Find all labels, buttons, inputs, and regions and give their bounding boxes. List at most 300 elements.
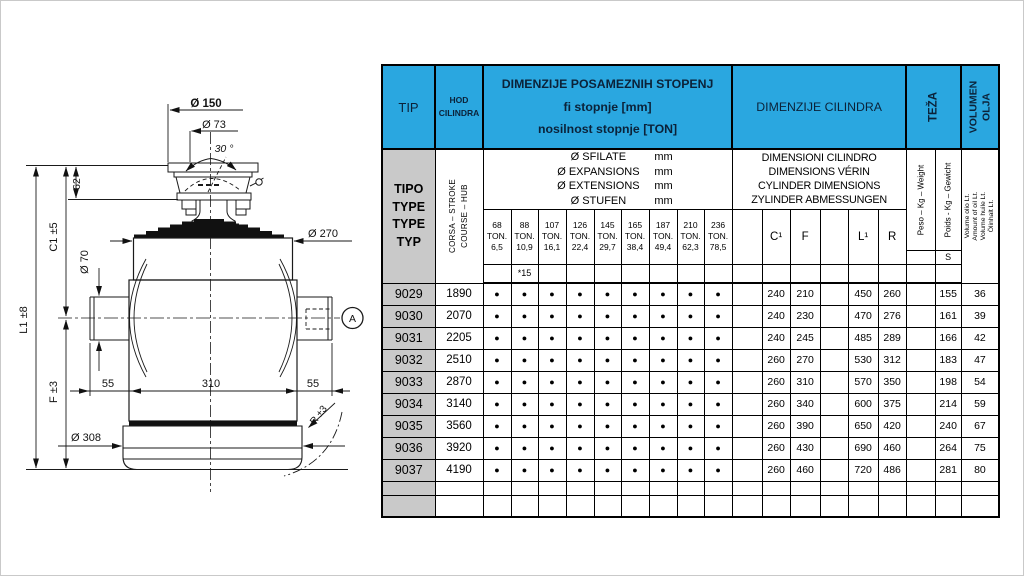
cell (732, 349, 762, 371)
stage-col-header: 236 TON. 78,5 (704, 209, 732, 264)
stage-dot: ● (621, 459, 649, 481)
c1-cell: 240 (762, 283, 790, 305)
cell (935, 264, 961, 283)
cell (649, 481, 677, 495)
stage-dot: ● (538, 305, 566, 327)
stage-dot: ● (538, 437, 566, 459)
tip-cell: 9034 (382, 393, 435, 415)
weight-cell: 240 (935, 415, 961, 437)
stage-dot: ● (566, 437, 594, 459)
stage-dot: ● (566, 393, 594, 415)
oil-volume-cell: 36 (961, 283, 999, 305)
cell (820, 327, 848, 349)
c1-cell: 260 (762, 415, 790, 437)
dim-label-dia150: Ø 150 (190, 98, 222, 110)
stage-dot: ● (677, 283, 704, 305)
tip-cell: 9036 (382, 437, 435, 459)
stage-dot: ● (594, 305, 621, 327)
r-cell: 375 (878, 393, 906, 415)
stage-dot: ● (483, 393, 511, 415)
cell (594, 264, 621, 283)
cell (732, 459, 762, 481)
l1-cell: 570 (848, 371, 878, 393)
detail-marker-label: A (348, 313, 357, 325)
stage-dot: ● (566, 305, 594, 327)
stage-dot: ● (704, 305, 732, 327)
stage-dot: ● (704, 283, 732, 305)
weight-cell: 281 (935, 459, 961, 481)
stage-dot: ● (594, 327, 621, 349)
table-header-row (382, 65, 999, 149)
dim-label-310: 310 (201, 378, 221, 390)
cell (790, 264, 820, 283)
dim-label-angle30: 30 ° (214, 143, 234, 155)
stage-dot: ● (704, 459, 732, 481)
stage-dot: ● (483, 349, 511, 371)
cell (538, 495, 566, 517)
weight-cell: 166 (935, 327, 961, 349)
f-cell: 310 (790, 371, 820, 393)
stage-dot: ● (538, 393, 566, 415)
cell (732, 495, 762, 517)
stage-dot: ● (649, 305, 677, 327)
cell (848, 264, 878, 283)
oil-volume-cell: 75 (961, 437, 999, 459)
stage-dot: ● (511, 459, 538, 481)
stage-col-header: 126 TON. 22,4 (566, 209, 594, 264)
stroke-cell: 4190 (435, 459, 483, 481)
table-row (382, 371, 999, 393)
cell (762, 264, 790, 283)
stage-dot: ● (649, 437, 677, 459)
dim-label-dia308: Ø 308 (71, 432, 101, 444)
l1-cell: 470 (848, 305, 878, 327)
cell (906, 349, 935, 371)
f-cell: 270 (790, 349, 820, 371)
stage-dot: ● (483, 415, 511, 437)
cell (538, 264, 566, 283)
tip-cell (382, 481, 435, 495)
cell (732, 371, 762, 393)
cell (538, 481, 566, 495)
dim-label-dia70: Ø 70 (79, 250, 91, 274)
stage-dot: ● (677, 371, 704, 393)
tip-cell: 9029 (382, 283, 435, 305)
stroke-cell: 2070 (435, 305, 483, 327)
cell (704, 264, 732, 283)
dim-label-radius: R ±3 (308, 403, 330, 428)
cell (677, 495, 704, 517)
table-row (382, 349, 999, 371)
cell (961, 481, 999, 495)
stage-dot: ● (538, 283, 566, 305)
f-cell: 390 (790, 415, 820, 437)
cell (762, 495, 790, 517)
stage-dot: ● (511, 349, 538, 371)
stage-dot: ● (704, 393, 732, 415)
cell (906, 305, 935, 327)
r-cell: 460 (878, 437, 906, 459)
cyl-dim-col-header: F (790, 209, 820, 264)
c1-cell: 240 (762, 305, 790, 327)
subheader-tipo: TIPO TYPE TYPE TYP (382, 149, 435, 283)
stage-dot: ● (511, 437, 538, 459)
stage-dot: ● (511, 327, 538, 349)
cell (677, 264, 704, 283)
cell (906, 327, 935, 349)
weight-cell: 214 (935, 393, 961, 415)
table-row (382, 393, 999, 415)
empty-row (382, 495, 999, 517)
stage-dot: ● (621, 437, 649, 459)
stage-dot: ● (621, 283, 649, 305)
stage-col-header: 68 TON. 6,5 (483, 209, 511, 264)
stroke-cell: 2510 (435, 349, 483, 371)
grease-nipple-icon (250, 178, 264, 186)
f-cell: 460 (790, 459, 820, 481)
stage-dot: ● (511, 371, 538, 393)
weight-cell: 155 (935, 283, 961, 305)
stroke-cell: 2870 (435, 371, 483, 393)
cell (704, 495, 732, 517)
stage-dot: ● (649, 371, 677, 393)
cylinder-drawing (0, 0, 380, 576)
subheader-row-1 (382, 149, 999, 209)
col-header-oil-volume: VOLUMEN OLJA (961, 65, 999, 149)
stage-dot: ● (511, 393, 538, 415)
stage-dot: ● (649, 349, 677, 371)
cell (621, 264, 649, 283)
dim-label-55-right: 55 (306, 378, 320, 390)
cell (820, 437, 848, 459)
stage-dot: ● (511, 283, 538, 305)
cell (848, 495, 878, 517)
cell (906, 459, 935, 481)
cell (621, 495, 649, 517)
stage-col-header: 187 TON. 49,4 (649, 209, 677, 264)
cell (511, 481, 538, 495)
cell (483, 264, 511, 283)
cell (483, 481, 511, 495)
stage-dot: ● (566, 349, 594, 371)
subheader-stroke: CORSA – STROKE COURSE – HUB (435, 149, 483, 283)
cell (649, 264, 677, 283)
stage-col-header: 107 TON. 16,1 (538, 209, 566, 264)
stage-dot: ● (677, 305, 704, 327)
l1-cell: 650 (848, 415, 878, 437)
cell (511, 495, 538, 517)
cell (935, 495, 961, 517)
dimension-lines (36, 104, 352, 476)
cell (677, 481, 704, 495)
base-foot (123, 426, 302, 470)
cell (483, 495, 511, 517)
stage-dot: ● (704, 437, 732, 459)
cell (820, 393, 848, 415)
r-cell: 486 (878, 459, 906, 481)
col-header-hod: HOD CILINDRA (435, 65, 483, 149)
spec-table-body (382, 65, 999, 517)
c1-cell: 260 (762, 459, 790, 481)
empty-row (382, 481, 999, 495)
dim-label-l1: L1 ±8 (18, 306, 30, 334)
cell (878, 481, 906, 495)
cyl-dim-col-header: C¹ (762, 209, 790, 264)
stage-dot: ● (621, 393, 649, 415)
l1-cell: 720 (848, 459, 878, 481)
cell (732, 283, 762, 305)
stage-dot: ● (649, 393, 677, 415)
cell (906, 264, 935, 283)
dim-label-dia270: Ø 270 (308, 228, 338, 240)
cell (906, 371, 935, 393)
stage-dot: ● (649, 415, 677, 437)
tip-cell: 9031 (382, 327, 435, 349)
stage-dot: ● (677, 437, 704, 459)
f-cell: 210 (790, 283, 820, 305)
col-header-cylinder-dimensions: DIMENZIJE CILINDRA (732, 65, 906, 149)
stage-dot: ● (621, 415, 649, 437)
cell (594, 481, 621, 495)
stage-dot: ● (594, 371, 621, 393)
c1-cell: 260 (762, 393, 790, 415)
stage-dot: ● (704, 349, 732, 371)
cell (790, 495, 820, 517)
stage-col-header: 145 TON. 29,7 (594, 209, 621, 264)
stage-dot: ● (566, 459, 594, 481)
cell (820, 495, 848, 517)
oil-volume-cell: 47 (961, 349, 999, 371)
note-cell: *15 (511, 264, 538, 283)
cell (961, 495, 999, 517)
stage-dot: ● (566, 327, 594, 349)
stage-dot: ● (677, 327, 704, 349)
stage-dot: ● (566, 415, 594, 437)
stroke-cell: 3920 (435, 437, 483, 459)
oil-volume-cell: 80 (961, 459, 999, 481)
cell (732, 481, 762, 495)
cell (732, 437, 762, 459)
stage-col-header: 165 TON. 38,4 (621, 209, 649, 264)
l1-cell: 690 (848, 437, 878, 459)
stage-dot: ● (649, 283, 677, 305)
stage-dot: ● (677, 349, 704, 371)
cell (820, 264, 848, 283)
table-row (382, 327, 999, 349)
stage-dot: ● (621, 305, 649, 327)
l1-cell: 530 (848, 349, 878, 371)
dim-label-62: 62 (71, 178, 83, 190)
stage-dot: ● (594, 393, 621, 415)
stage-dot: ● (704, 327, 732, 349)
weight-cell: 183 (935, 349, 961, 371)
oil-volume-cell: 67 (961, 415, 999, 437)
stage-dot: ● (483, 437, 511, 459)
cell (435, 495, 483, 517)
oil-volume-cell: 59 (961, 393, 999, 415)
r-cell: 289 (878, 327, 906, 349)
table-row (382, 437, 999, 459)
stage-dot: ● (566, 283, 594, 305)
oil-volume-cell: 42 (961, 327, 999, 349)
cylinder-body (129, 238, 297, 421)
cell (566, 264, 594, 283)
cell (704, 481, 732, 495)
f-cell: 245 (790, 327, 820, 349)
cell (820, 283, 848, 305)
stage-dot: ● (677, 415, 704, 437)
stroke-cell: 1890 (435, 283, 483, 305)
stage-dot: ● (594, 283, 621, 305)
subheader-stage-diameters: Ø SFILATE mm Ø EXPANSIONS mm Ø EXTENSIONS mm Ø STUFEN mm (483, 149, 732, 209)
dim-label-c1: C1 ±5 (48, 222, 60, 252)
stage-dot: ● (538, 327, 566, 349)
cell (820, 415, 848, 437)
dim-label-dia73: Ø 73 (202, 119, 226, 131)
stage-dot: ● (704, 371, 732, 393)
stroke-cell: 3560 (435, 415, 483, 437)
cell (820, 459, 848, 481)
cell (594, 495, 621, 517)
tip-cell (382, 495, 435, 517)
subheader-weight-it: Peso – Kg – Weight (906, 149, 935, 250)
tip-cell: 9035 (382, 415, 435, 437)
table-row (382, 283, 999, 305)
subheader-cylinder-dimensions: DIMENSIONI CILINDRO DIMENSIONS VÉRIN CYLINDER DIMENSIONS ZYLINDER ABMESSUNGEN (732, 149, 906, 209)
f-cell: 340 (790, 393, 820, 415)
cell (649, 495, 677, 517)
stage-dot: ● (594, 459, 621, 481)
tip-cell: 9032 (382, 349, 435, 371)
cell (935, 481, 961, 495)
cell (878, 495, 906, 517)
stage-dot: ● (538, 459, 566, 481)
stage-col-header: 210 TON. 62,3 (677, 209, 704, 264)
l1-cell: 450 (848, 283, 878, 305)
stroke-cell: 3140 (435, 393, 483, 415)
stage-dot: ● (483, 305, 511, 327)
subheader-oil-volume: Volume olio Lt. Amount of oil Lt. Volume huile Lt. Ölinhalt Lt. (961, 149, 999, 283)
cell (621, 481, 649, 495)
stage-dot: ● (538, 415, 566, 437)
stage-dot: ● (677, 393, 704, 415)
r-cell: 260 (878, 283, 906, 305)
stage-dot: ● (677, 459, 704, 481)
cyl-dim-col-header (732, 209, 762, 264)
weight-cell: 161 (935, 305, 961, 327)
cell (732, 327, 762, 349)
cell (820, 349, 848, 371)
subheader-weight-fr: Poids - Kg – Gewicht (935, 149, 961, 250)
c1-cell: 260 (762, 437, 790, 459)
table-row (382, 305, 999, 327)
l1-cell: 485 (848, 327, 878, 349)
stroke-cell: 2205 (435, 327, 483, 349)
cell (566, 495, 594, 517)
dim-label-55-left: 55 (101, 378, 115, 390)
cell (906, 437, 935, 459)
stage-dot: ● (538, 371, 566, 393)
stage-dot: ● (594, 349, 621, 371)
stage-dot: ● (483, 327, 511, 349)
cell (848, 481, 878, 495)
col-header-stages: DIMENZIJE POSAMEZNIH STOPENJ fi stopnje [mm] nosilnost stopnje [TON] (483, 65, 732, 149)
stage-dot: ● (621, 327, 649, 349)
stage-dot: ● (621, 349, 649, 371)
stage-dot: ● (621, 371, 649, 393)
col-header-weight: TEŽA (906, 65, 961, 149)
cell (906, 415, 935, 437)
c1-cell: 260 (762, 349, 790, 371)
r-cell: 350 (878, 371, 906, 393)
r-cell: 276 (878, 305, 906, 327)
s-blank-cell (906, 250, 935, 264)
weight-cell: 264 (935, 437, 961, 459)
f-cell: 430 (790, 437, 820, 459)
tip-cell: 9033 (382, 371, 435, 393)
cyl-dim-col-header (820, 209, 848, 264)
cell (906, 481, 935, 495)
oil-volume-cell: 54 (961, 371, 999, 393)
s-cell: S (935, 250, 961, 264)
cell (732, 305, 762, 327)
col-header-tip: TIP (382, 65, 435, 149)
cell (732, 393, 762, 415)
stage-dot: ● (483, 283, 511, 305)
stage-dot: ● (594, 437, 621, 459)
cell (732, 264, 762, 283)
cell (906, 283, 935, 305)
r-cell: 312 (878, 349, 906, 371)
cyl-dim-col-header: L¹ (848, 209, 878, 264)
weight-cell: 198 (935, 371, 961, 393)
cell (435, 481, 483, 495)
table-row (382, 415, 999, 437)
dim-label-f: F ±3 (48, 381, 60, 403)
cell (906, 495, 935, 517)
spec-table (381, 64, 1000, 518)
stage-dot: ● (649, 327, 677, 349)
l1-cell: 600 (848, 393, 878, 415)
cell (878, 264, 906, 283)
cell (732, 415, 762, 437)
tip-cell: 9037 (382, 459, 435, 481)
stage-dot: ● (483, 371, 511, 393)
stage-dot: ● (511, 415, 538, 437)
r-cell: 420 (878, 415, 906, 437)
bellows (134, 219, 284, 238)
f-cell: 230 (790, 305, 820, 327)
stage-dot: ● (566, 371, 594, 393)
stage-dot: ● (649, 459, 677, 481)
stage-dot: ● (704, 415, 732, 437)
cell (790, 481, 820, 495)
cell (762, 481, 790, 495)
stage-dot: ● (594, 415, 621, 437)
table-row (382, 459, 999, 481)
cell (820, 481, 848, 495)
stage-dot: ● (538, 349, 566, 371)
cyl-dim-col-header: R (878, 209, 906, 264)
cell (820, 371, 848, 393)
c1-cell: 260 (762, 371, 790, 393)
cell (906, 393, 935, 415)
cell (566, 481, 594, 495)
stage-col-header: 88 TON. 10,9 (511, 209, 538, 264)
oil-volume-cell: 39 (961, 305, 999, 327)
top-cap (168, 163, 258, 224)
cell (820, 305, 848, 327)
